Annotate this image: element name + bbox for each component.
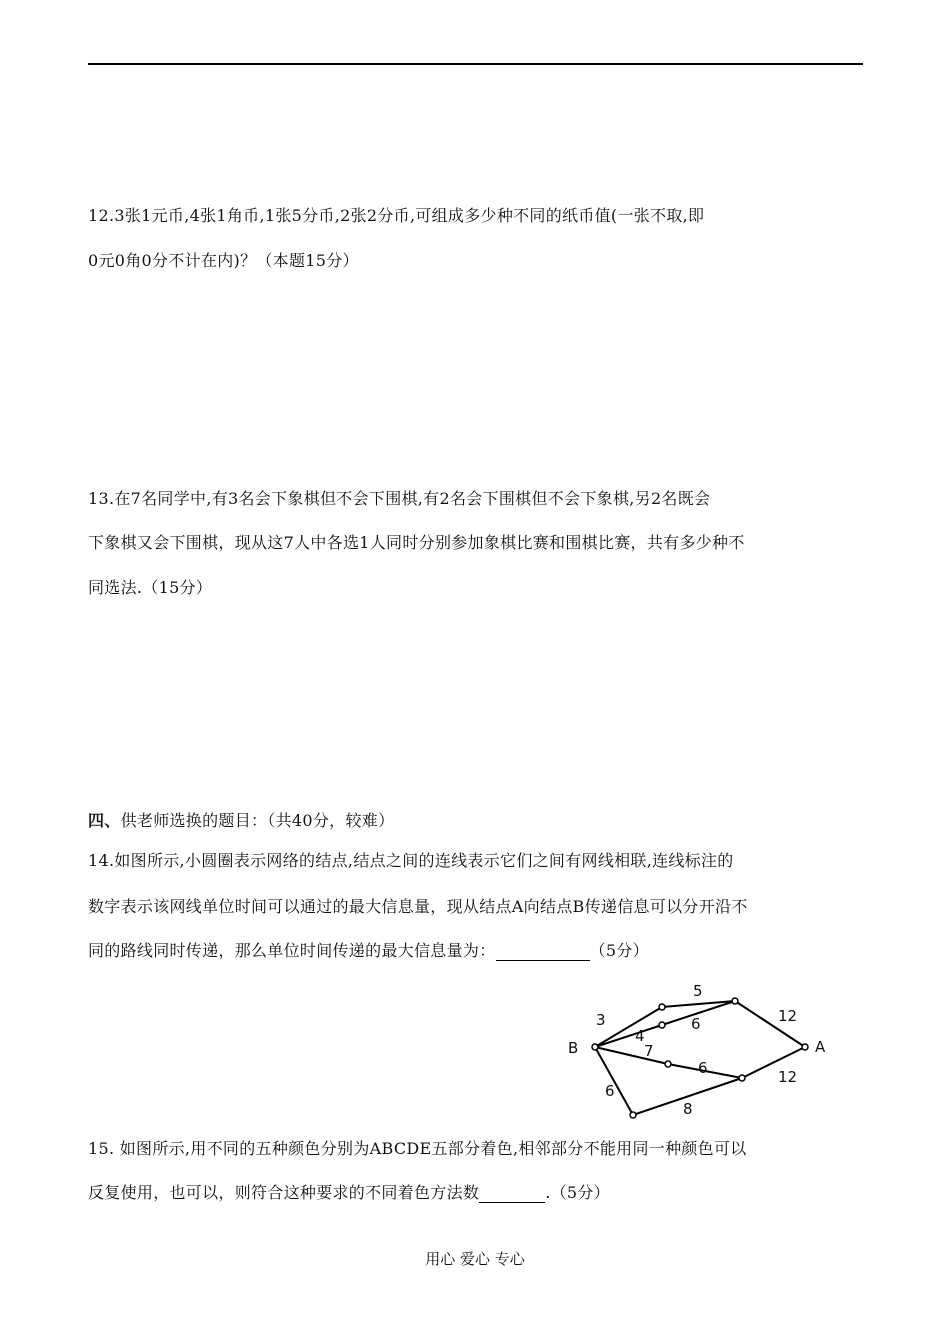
q14-answer-blank[interactable] [496, 941, 590, 961]
q12-line-1: 12.3张1元币,4张1角币,1张5分币,2张2分币,可组成多少种不同的纸币值(一张不取,即 [88, 206, 705, 225]
edge-label-4: 4 [635, 1027, 645, 1045]
edge-label-12-lower: 12 [778, 1068, 798, 1086]
edge-b-low [595, 1047, 633, 1115]
edge-label-8: 8 [683, 1100, 693, 1118]
q14-line-3: 同的路线同时传递，那么单位时间传递的最大信息量为： （5分） [88, 941, 649, 960]
edge-label-5: 5 [693, 982, 703, 1000]
q13-line-2: 下象棋又会下围棋，现从这7人中各选1人同时分别参加象棋比赛和围棋比赛，共有多少种不 [88, 533, 745, 552]
node-label-b: B [568, 1039, 579, 1057]
edge-label-7: 7 [644, 1042, 654, 1060]
header-rule [88, 63, 863, 65]
q15-line-2: 反复使用，也可以，则符合这种要求的不同着色方法数 .（5分） [88, 1183, 610, 1202]
edge-b-mid2 [595, 1047, 668, 1064]
edge-label-12-upper: 12 [778, 1007, 798, 1025]
q14-line-1: 14.如图所示,小圆圈表示网络的结点,结点之间的连线表示它们之间有网线相联,连线标注的 [88, 851, 734, 870]
network-diagram [555, 975, 845, 1125]
node-b [592, 1044, 598, 1050]
node-mid1 [659, 1022, 665, 1028]
q15-answer-blank[interactable] [479, 1183, 545, 1203]
q12-line-2: 0元0角0分不计在内)？（本题15分） [88, 251, 359, 270]
node-low [630, 1112, 636, 1118]
q13-line-1: 13.在7名同学中,有3名会下象棋但不会下围棋,有2名会下围棋但不会下象棋,另2名既会 [88, 489, 711, 508]
edge-label-3: 3 [596, 1011, 606, 1029]
edge-label-6-mid: 6 [698, 1059, 708, 1077]
page-footer: 用心 爱心 专心 [425, 1250, 525, 1268]
node-bottom [739, 1075, 745, 1081]
q14-line-2: 数字表示该网线单位时间可以通过的最大信息量，现从结点A向结点B传递信息可以分开沿不 [88, 897, 748, 916]
section-4-number: 四、 [88, 811, 121, 830]
node-mid2 [665, 1061, 671, 1067]
node-label-a: A [815, 1038, 826, 1056]
edge-label-6-lower: 6 [605, 1082, 615, 1100]
node-a [802, 1044, 808, 1050]
edge-label-6-upper: 6 [691, 1015, 701, 1033]
q13-line-3: 同选法.（15分） [88, 578, 213, 597]
node-top2 [732, 998, 738, 1004]
node-top1 [659, 1004, 665, 1010]
q15-line-1: 15. 如图所示,用不同的五种颜色分别为ABCDE五部分着色,相邻部分不能用同一种颜色可以 [88, 1139, 747, 1158]
section-4-text: 供老师选换的题目：（共40分，较难） [120, 811, 395, 830]
